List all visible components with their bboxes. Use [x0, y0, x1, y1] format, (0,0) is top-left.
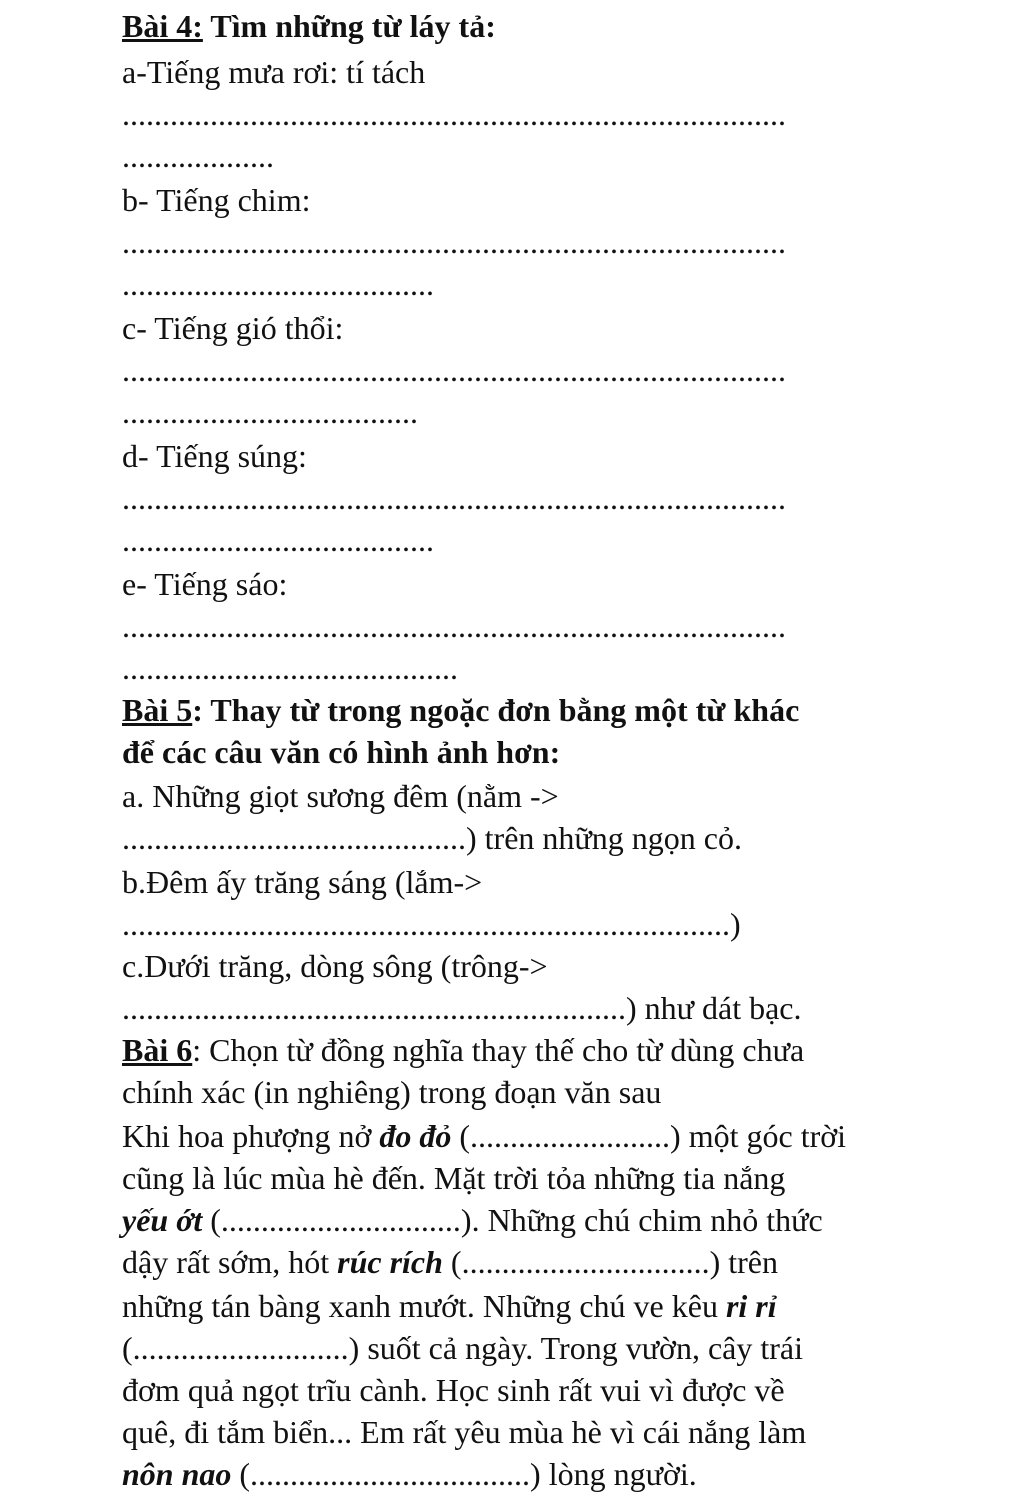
bai4-item-d-answer-line-1: ................................................................................... [122, 480, 786, 516]
bai5-item-b-prompt: b.Đêm ấy trăng sáng (lắm-> [122, 864, 483, 900]
bai6-text: ) một góc trời [670, 1118, 847, 1154]
bai6-paragraph-line-6 [122, 1328, 803, 1368]
bai5-heading [122, 690, 799, 730]
bai6-blank-4: (........................... [122, 1330, 349, 1366]
bai6-title-line-2: chính xác (in nghiêng) trong đoạn văn sau [122, 1074, 662, 1110]
bai4-item-e-answer-line-1: ................................................................................... [122, 608, 786, 644]
bai6-paragraph-line-1 [122, 1116, 846, 1156]
bai6-text: Khi hoa phượng nở [122, 1118, 380, 1154]
bai5-item-b-blank: ............................................................................ [122, 906, 730, 942]
bai6-paragraph-line-8: quê, đi tắm biển... Em rất yêu mùa hè vì cái nắng làm [122, 1414, 807, 1450]
bai4-heading [122, 6, 496, 46]
bai6-paragraph-line-4 [122, 1242, 778, 1282]
bai5-item-b-answer [122, 904, 741, 944]
bai5-item-a-tail: ) trên những ngọn cỏ. [466, 820, 742, 856]
bai5-item-c-blank: ............................................................... [122, 990, 626, 1026]
bai6-heading [122, 1030, 804, 1070]
bai5-item-c-prompt: c.Dưới trăng, dòng sông (trông-> [122, 948, 548, 984]
bai4-item-c-answer-line-2: ..................................... [122, 394, 418, 430]
bai5-item-a-blank: ........................................... [122, 820, 466, 856]
bai4-item-b-label: b- Tiếng chim: [122, 182, 311, 218]
bai6-paragraph-line-5 [122, 1286, 777, 1326]
bai6-title-line-1: : Chọn từ đồng nghĩa thay thế cho từ dùng chưa [192, 1032, 805, 1068]
bai4-item-c-answer-line-1: ................................................................................... [122, 352, 786, 388]
bai6-paragraph-line-7: đơm quả ngọt trĩu cành. Học sinh rất vui vì được về [122, 1372, 785, 1408]
bai6-italic-word-do-do: đo đỏ [379, 1118, 452, 1154]
bai4-number: Bài 4: [122, 8, 203, 44]
bai5-title-line-2: để các câu văn có hình ảnh hơn: [122, 734, 561, 770]
bai4-item-a-label: a-Tiếng mưa rơi: tí tách [122, 54, 426, 90]
bai6-text: ) trên [709, 1244, 778, 1280]
bai6-blank-2: (.............................. [202, 1202, 461, 1238]
bai6-paragraph-line-9 [122, 1454, 697, 1494]
bai6-italic-word-non-nao: nôn nao [122, 1456, 232, 1492]
bai4-item-e-label: e- Tiếng sáo: [122, 566, 288, 602]
bai6-blank-3: (............................... [442, 1244, 710, 1280]
bai6-italic-word-ruc-rich: rúc rích [337, 1244, 443, 1280]
bai4-item-a-answer-line-1: ................................................................................... [122, 96, 786, 132]
bai5-item-a-answer [122, 818, 742, 858]
bai6-italic-word-ri-ri: ri rỉ [725, 1288, 777, 1324]
bai6-paragraph-line-2: cũng là lúc mùa hè đến. Mặt trời tỏa những tia nắng [122, 1160, 786, 1196]
bai4-item-a-answer-line-2: ................... [122, 138, 274, 174]
bai4-item-d-label: d- Tiếng súng: [122, 438, 307, 474]
bai4-item-e-answer-line-2: .......................................... [122, 650, 458, 686]
bai6-paragraph-line-3 [122, 1200, 823, 1240]
bai6-text: ) lòng người. [530, 1456, 697, 1492]
bai4-item-b-answer-line-1: ................................................................................... [122, 224, 786, 260]
bai4-item-b-answer-line-2: ....................................... [122, 266, 434, 302]
bai5-title-line-1: : Thay từ trong ngoặc đơn bằng một từ khác [192, 692, 800, 728]
bai6-blank-5: (................................... [231, 1456, 531, 1492]
bai6-text: ) suốt cả ngày. Trong vườn, cây trái [348, 1330, 803, 1366]
bai5-item-a-prompt: a. Những giọt sương đêm (nằm -> [122, 778, 559, 814]
bai4-item-d-answer-line-2: ....................................... [122, 522, 434, 558]
bai5-item-b-tail: ) [730, 906, 741, 942]
bai6-italic-word-yeu-ot: yếu ớt [122, 1202, 203, 1238]
bai6-text: những tán bàng xanh mướt. Những chú ve kêu [122, 1288, 726, 1324]
bai5-number: Bài 5 [122, 692, 193, 728]
bai4-title: Tìm những từ láy tả: [202, 8, 496, 44]
bai6-blank-1: (......................... [451, 1118, 671, 1154]
bai6-text: ). Những chú chim nhỏ thức [460, 1202, 823, 1238]
bai5-item-c-answer [122, 988, 802, 1028]
bai6-text: dậy rất sớm, hót [122, 1244, 338, 1280]
bai5-item-c-tail: ) như dát bạc. [626, 990, 802, 1026]
bai4-item-c-label: c- Tiếng gió thổi: [122, 310, 344, 346]
bai6-number: Bài 6 [122, 1032, 193, 1068]
